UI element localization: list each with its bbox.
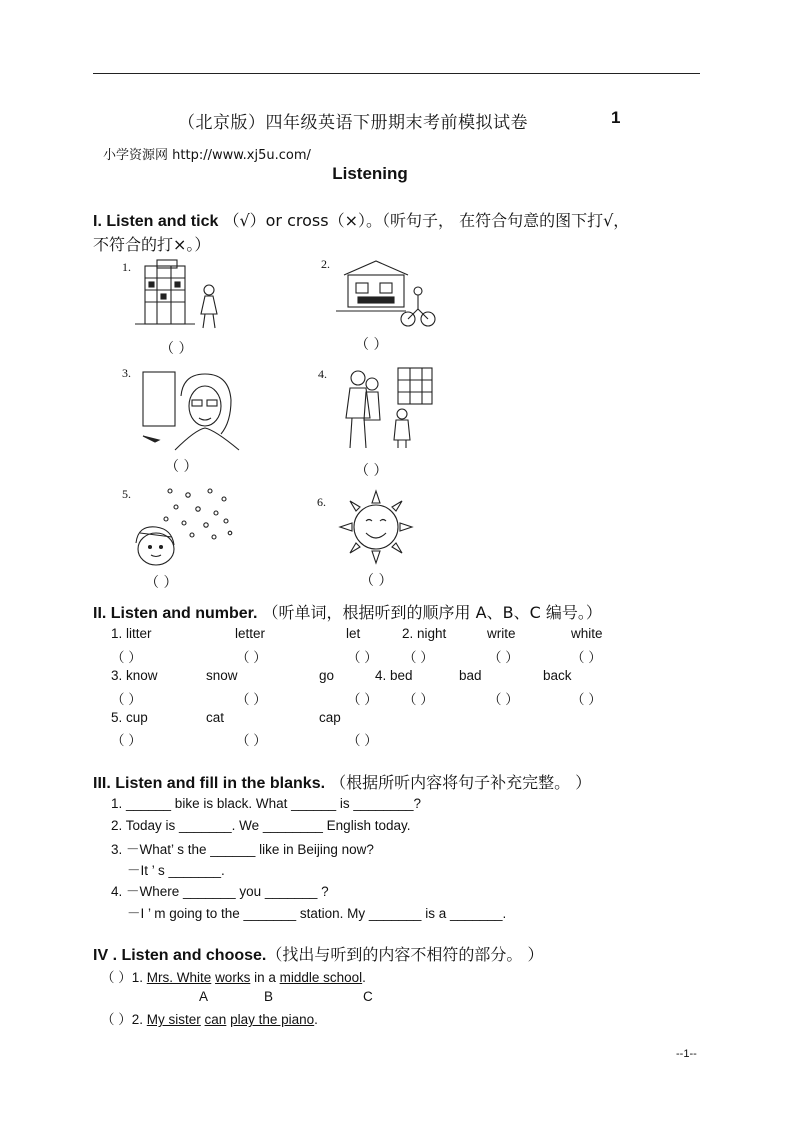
street-bike-icon bbox=[336, 255, 436, 330]
picture-number: 4. bbox=[318, 367, 327, 381]
word-option: white bbox=[571, 626, 603, 641]
word-option: 1. litter bbox=[111, 626, 152, 641]
answer-bracket[interactable]: （ ） bbox=[571, 692, 602, 707]
picture-number: 2. bbox=[321, 257, 330, 271]
answer-bracket[interactable]: （ ） bbox=[111, 733, 142, 748]
answer-bracket[interactable]: （ ） bbox=[111, 650, 142, 665]
fill-line: 4. －Where _______ you _______ ? bbox=[111, 884, 329, 899]
section4-heading: IV . Listen and choose.（找出与听到的内容不相符的部分。 ） bbox=[93, 945, 544, 964]
word-option: cat bbox=[206, 710, 225, 725]
section2-heading: II. Listen and number. （听单词，根据听到的顺序用 A、B、C 编号。） bbox=[93, 603, 602, 622]
section1-heading-line2: 不符合的打×。） bbox=[93, 235, 211, 254]
fill-line: 2. Today is _______. We ________ English today. bbox=[111, 818, 411, 833]
answer-bracket[interactable]: （ ） bbox=[571, 650, 602, 665]
answer-bracket[interactable]: （ ） bbox=[236, 650, 267, 665]
word-option: 4. bed bbox=[375, 668, 413, 683]
choose-question-1: （ ）1. Mrs. White works in a middle school. bbox=[101, 970, 366, 985]
snow-child-icon bbox=[130, 485, 235, 570]
answer-bracket[interactable]: （ ） bbox=[360, 573, 393, 589]
answer-bracket[interactable]: （ ） bbox=[165, 459, 198, 475]
answer-bracket[interactable]: （ ） bbox=[403, 650, 434, 665]
picture-number: 1. bbox=[122, 260, 131, 274]
section1-heading: I. Listen and tick （√）or cross（×）。（听句子， 在符合句意的图下打√， bbox=[93, 211, 630, 230]
answer-bracket[interactable]: （ ） bbox=[347, 692, 378, 707]
building-girl-icon bbox=[135, 258, 227, 333]
answer-bracket[interactable]: （ ） bbox=[236, 692, 267, 707]
word-option: let bbox=[346, 626, 361, 641]
listening-heading: Listening bbox=[332, 164, 408, 183]
picture-number: 5. bbox=[122, 487, 131, 501]
word-option: 5. cup bbox=[111, 710, 148, 725]
page-title: （北京版）四年级英语下册期末考前模拟试卷 bbox=[178, 113, 528, 133]
fill-line: －I ’ m going to the _______ station. My _______ is a _______. bbox=[127, 906, 507, 921]
fill-line: 1. ______ bike is black. What ______ is ________? bbox=[111, 796, 421, 811]
fill-line: －It ’ s _______. bbox=[127, 863, 225, 878]
answer-bracket[interactable]: （ ） bbox=[160, 341, 193, 357]
picture-number: 6. bbox=[317, 495, 326, 509]
answer-bracket[interactable]: （ ） bbox=[488, 692, 519, 707]
word-option: write bbox=[487, 626, 516, 641]
word-option: cap bbox=[319, 710, 341, 725]
answer-bracket[interactable]: （ ） bbox=[347, 650, 378, 665]
picture-number: 3. bbox=[122, 366, 131, 380]
source-line: 小学资源网 http://www.xj5u.com/ bbox=[103, 148, 311, 163]
sun-icon bbox=[336, 487, 416, 567]
answer-bracket[interactable]: （ ） bbox=[488, 650, 519, 665]
word-option: letter bbox=[235, 626, 266, 641]
word-option: bad bbox=[459, 668, 482, 683]
choose-question-2: （ ）2. My sister can play the piano. bbox=[101, 1012, 318, 1027]
teacher-woman-icon bbox=[135, 366, 245, 451]
word-option: back bbox=[543, 668, 572, 683]
answer-bracket[interactable]: （ ） bbox=[355, 337, 388, 353]
word-option: go bbox=[319, 668, 335, 683]
word-option: 2. night bbox=[402, 626, 447, 641]
fill-line: 3. －What’ s the ______ like in Beijing now? bbox=[111, 842, 374, 857]
top-rule bbox=[93, 73, 700, 74]
option-label-a: A bbox=[199, 989, 209, 1004]
answer-bracket[interactable]: （ ） bbox=[111, 692, 142, 707]
answer-bracket[interactable]: （ ） bbox=[403, 692, 434, 707]
word-option: 3. know bbox=[111, 668, 158, 683]
page-title-number: 1 bbox=[611, 108, 621, 127]
people-window-icon bbox=[336, 364, 436, 452]
option-label-c: C bbox=[363, 989, 373, 1004]
page-number: --1-- bbox=[676, 1048, 697, 1060]
answer-bracket[interactable]: （ ） bbox=[145, 575, 178, 591]
word-option: snow bbox=[206, 668, 238, 683]
answer-bracket[interactable]: （ ） bbox=[236, 733, 267, 748]
answer-bracket[interactable]: （ ） bbox=[355, 463, 388, 479]
answer-bracket[interactable]: （ ） bbox=[347, 733, 378, 748]
section3-heading: III. Listen and fill in the blanks. （根据所听内容将句子补充完整。 ） bbox=[93, 773, 592, 792]
option-label-b: B bbox=[264, 989, 274, 1004]
